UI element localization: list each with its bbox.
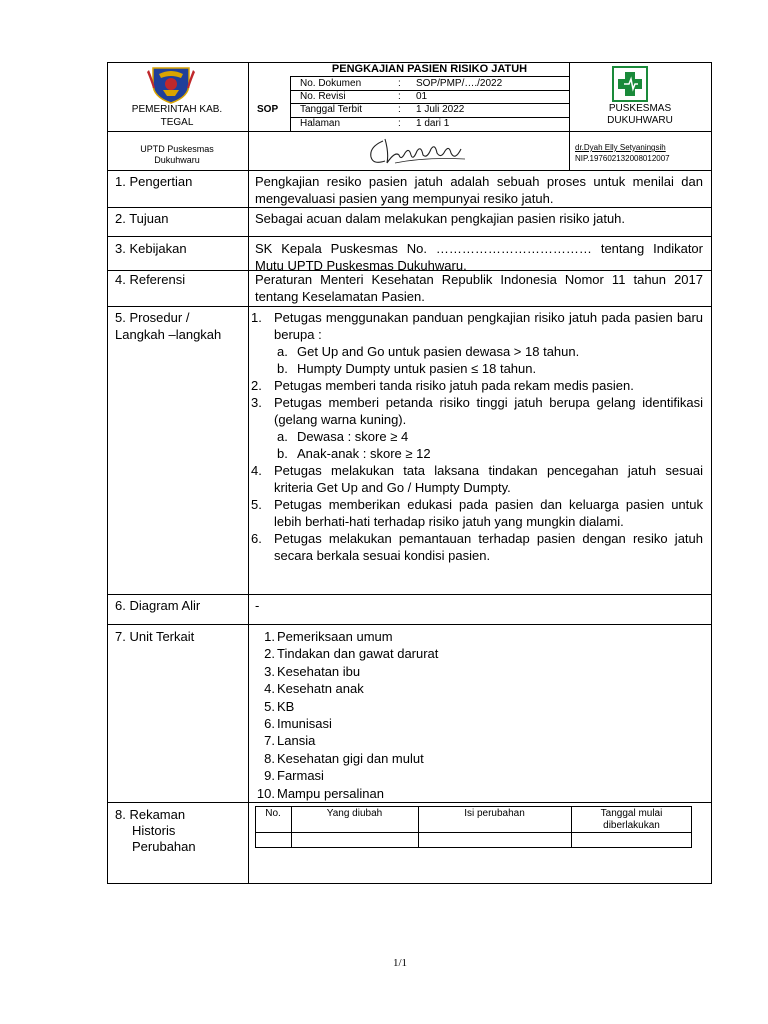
step-text: Petugas melakukan pemantauan terhadap pasien dengan resiko jatuh secara berkala sesuai kondisi pasien. bbox=[274, 531, 703, 563]
substep-letter: a. bbox=[277, 429, 288, 444]
unit-number: 2. bbox=[264, 646, 275, 662]
substep-letter: b. bbox=[277, 361, 288, 376]
unit-text: Farmasi bbox=[277, 768, 324, 784]
body-column-divider bbox=[248, 170, 249, 884]
substep-letter: b. bbox=[277, 446, 288, 461]
section-label-referensi: 4. Referensi bbox=[115, 272, 186, 287]
left-org-name: PEMERINTAH KAB. TEGAL bbox=[131, 104, 223, 128]
procedure-substep bbox=[251, 360, 703, 377]
header-vline-1 bbox=[248, 62, 249, 170]
unit-item bbox=[253, 628, 693, 645]
unit-item bbox=[253, 645, 693, 662]
unit-number: 4. bbox=[264, 681, 275, 697]
procedure-step bbox=[251, 462, 703, 496]
section-text-kebijakan: SK Kepala Puskesmas No. ……………………………… tentang Indikator Mutu UPTD Puskesmas Dukuhwaru. bbox=[255, 241, 703, 273]
unit-number: 9. bbox=[264, 768, 275, 784]
section-label-prosedur-2: Langkah –langkah bbox=[115, 327, 222, 342]
kab-tegal-logo bbox=[145, 64, 197, 104]
row-divider-6 bbox=[107, 624, 712, 625]
row-divider-4 bbox=[107, 306, 712, 307]
procedure-step bbox=[251, 530, 703, 564]
doc-field-label: No. Dokumen bbox=[300, 78, 362, 89]
col-header-tanggal-2: diberlakukan bbox=[603, 820, 660, 831]
unit-text: Mampu persalinan bbox=[277, 785, 384, 801]
unit-item bbox=[253, 680, 693, 697]
section-label-unit-terkait: 7. Unit Terkait bbox=[115, 629, 195, 644]
step-text: Petugas memberi petanda risiko tinggi jatuh berupa gelang identifikasi (gelang warna kuning). bbox=[274, 395, 703, 427]
section-label-rekaman-3: Perubahan bbox=[132, 839, 196, 854]
doc-field-sep: : bbox=[398, 104, 401, 115]
row-divider-2 bbox=[107, 236, 712, 237]
step-number: 1. bbox=[251, 310, 262, 325]
procedure-step bbox=[251, 496, 703, 530]
substep-text: Anak-anak : skore ≥ 12 bbox=[297, 446, 431, 461]
unit-name: UPTD Puskesmas Dukuhwaru bbox=[140, 144, 214, 165]
unit-item bbox=[253, 732, 693, 749]
signature-row-divider bbox=[107, 170, 712, 171]
procedure-substep bbox=[251, 428, 703, 445]
unit-number: 7. bbox=[264, 733, 275, 749]
signer-nip: NIP.197602132008012007 bbox=[575, 154, 670, 163]
step-number: 2. bbox=[251, 378, 262, 393]
doc-field-value: 01 bbox=[416, 91, 428, 102]
step-text: Petugas menggunakan panduan pengkajian risiko jatuh pada pasien baru berupa : bbox=[274, 310, 703, 342]
procedure-substep bbox=[251, 343, 703, 360]
procedure-step bbox=[251, 309, 703, 343]
section-label-kebijakan: 3. Kebijakan bbox=[115, 241, 187, 256]
unit-number: 1. bbox=[264, 629, 275, 644]
sop-label: SOP bbox=[257, 104, 279, 115]
unit-item bbox=[253, 767, 693, 784]
doc-field-sep: : bbox=[398, 91, 401, 102]
section-text-referensi: Peraturan Menteri Kesehatan Republik Indonesia Nomor 11 tahun 2017 tentang Keselamatan Pasien. bbox=[255, 272, 703, 304]
procedure-list bbox=[251, 309, 703, 564]
step-text: Petugas memberi tanda risiko jatuh pada rekam medis pasien. bbox=[274, 378, 634, 393]
unit-item bbox=[253, 715, 693, 732]
section-label-rekaman-2: Historis bbox=[132, 823, 176, 838]
unit-text: Lansia bbox=[277, 733, 316, 749]
procedure-step bbox=[251, 394, 703, 428]
doc-field-value: SOP/PMP/…./2022 bbox=[416, 78, 503, 89]
unit-text: Tindakan dan gawat darurat bbox=[277, 646, 439, 662]
puskesmas-logo bbox=[612, 66, 648, 102]
section-text-pengertian: Pengkajian resiko pasien jatuh adalah sebuah proses untuk menilai dan mengevaluasi pasien yang mempunyai resiko jatuh. bbox=[255, 174, 703, 206]
revision-table-header-line bbox=[255, 832, 692, 833]
substep-text: Get Up and Go untuk pasien dewasa > 18 tahun. bbox=[297, 344, 580, 359]
section-label-prosedur: 5. Prosedur / bbox=[115, 310, 190, 325]
doc-field-label: No. Revisi bbox=[300, 91, 346, 102]
unit-number: 5. bbox=[264, 698, 275, 714]
procedure-step bbox=[251, 377, 703, 394]
section-label-tujuan: 2. Tujuan bbox=[115, 211, 169, 226]
section-label-diagram: 6. Diagram Alir bbox=[115, 598, 201, 613]
row-divider-1 bbox=[107, 207, 712, 208]
section-label-rekaman: 8. Rekaman bbox=[115, 807, 186, 822]
step-number: 6. bbox=[251, 531, 262, 546]
col-header-no: No. bbox=[265, 808, 281, 819]
section-label-pengertian: 1. Pengertian bbox=[115, 174, 193, 189]
unit-text: Imunisasi bbox=[277, 715, 332, 731]
right-org-name: PUSKESMAS DUKUHWARU bbox=[607, 103, 673, 126]
row-divider-5 bbox=[107, 594, 712, 595]
row-divider-7 bbox=[107, 802, 712, 803]
doc-field-label: Tanggal Terbit bbox=[300, 104, 363, 115]
signer-name: dr.Dyah Elly Setyaningsih bbox=[575, 143, 666, 152]
unit-text: KB bbox=[277, 698, 295, 714]
doc-field-sep: : bbox=[398, 78, 401, 89]
section-text-tujuan: Sebagai acuan dalam melakukan pengkajian pasien risiko jatuh. bbox=[255, 211, 626, 226]
doc-field-label: Halaman bbox=[300, 118, 341, 129]
substep-text: Dewasa : skore ≥ 4 bbox=[297, 429, 409, 444]
step-number: 5. bbox=[251, 497, 262, 512]
unit-item bbox=[253, 750, 693, 767]
unit-number: 10. bbox=[256, 785, 275, 801]
header-vline-2 bbox=[569, 62, 570, 170]
section-text-diagram: - bbox=[255, 598, 260, 613]
procedure-substep bbox=[251, 445, 703, 462]
unit-item bbox=[253, 785, 693, 802]
unit-number: 8. bbox=[264, 750, 275, 766]
substep-letter: a. bbox=[277, 344, 288, 359]
step-number: 4. bbox=[251, 463, 262, 478]
step-number: 3. bbox=[251, 395, 262, 410]
unit-text: Kesehatan gigi dan mulut bbox=[277, 750, 424, 766]
unit-number: 3. bbox=[264, 663, 275, 679]
substep-text: Humpty Dumpty untuk pasien ≤ 18 tahun. bbox=[297, 361, 537, 376]
doc-field-value: 1 dari 1 bbox=[416, 118, 450, 129]
doc-field-sep: : bbox=[398, 118, 401, 129]
unit-text: Kesehatn anak bbox=[277, 681, 364, 697]
page-number: 1/1 bbox=[392, 957, 408, 969]
title-divider bbox=[290, 76, 569, 77]
document-title: PENGKAJIAN PASIEN RISIKO JATUH bbox=[331, 63, 528, 75]
doc-field-value: 1 Juli 2022 bbox=[416, 104, 465, 115]
unit-item bbox=[253, 663, 693, 680]
signature-image bbox=[365, 133, 475, 169]
header-divider bbox=[107, 131, 712, 132]
unit-number: 6. bbox=[264, 715, 275, 731]
unit-text: Kesehatan ibu bbox=[277, 663, 361, 679]
step-text: Petugas melakukan tata laksana tindakan pencegahan jatuh sesuai kriteria Get Up and Go / Humpty Dumpty. bbox=[274, 463, 703, 495]
unit-item bbox=[253, 698, 693, 715]
unit-list bbox=[253, 628, 693, 802]
col-header-tanggal: Tanggal mulai bbox=[600, 808, 663, 819]
col-header-yang-diubah: Yang diubah bbox=[326, 808, 383, 819]
col-header-isi-perubahan: Isi perubahan bbox=[464, 808, 525, 819]
unit-text: Pemeriksaan umum bbox=[277, 629, 393, 644]
step-text: Petugas memberikan edukasi pada pasien dan keluarga pasien untuk lebih berhati-hati terhadap risiko jatuh yang mungkin dialami. bbox=[274, 497, 703, 529]
